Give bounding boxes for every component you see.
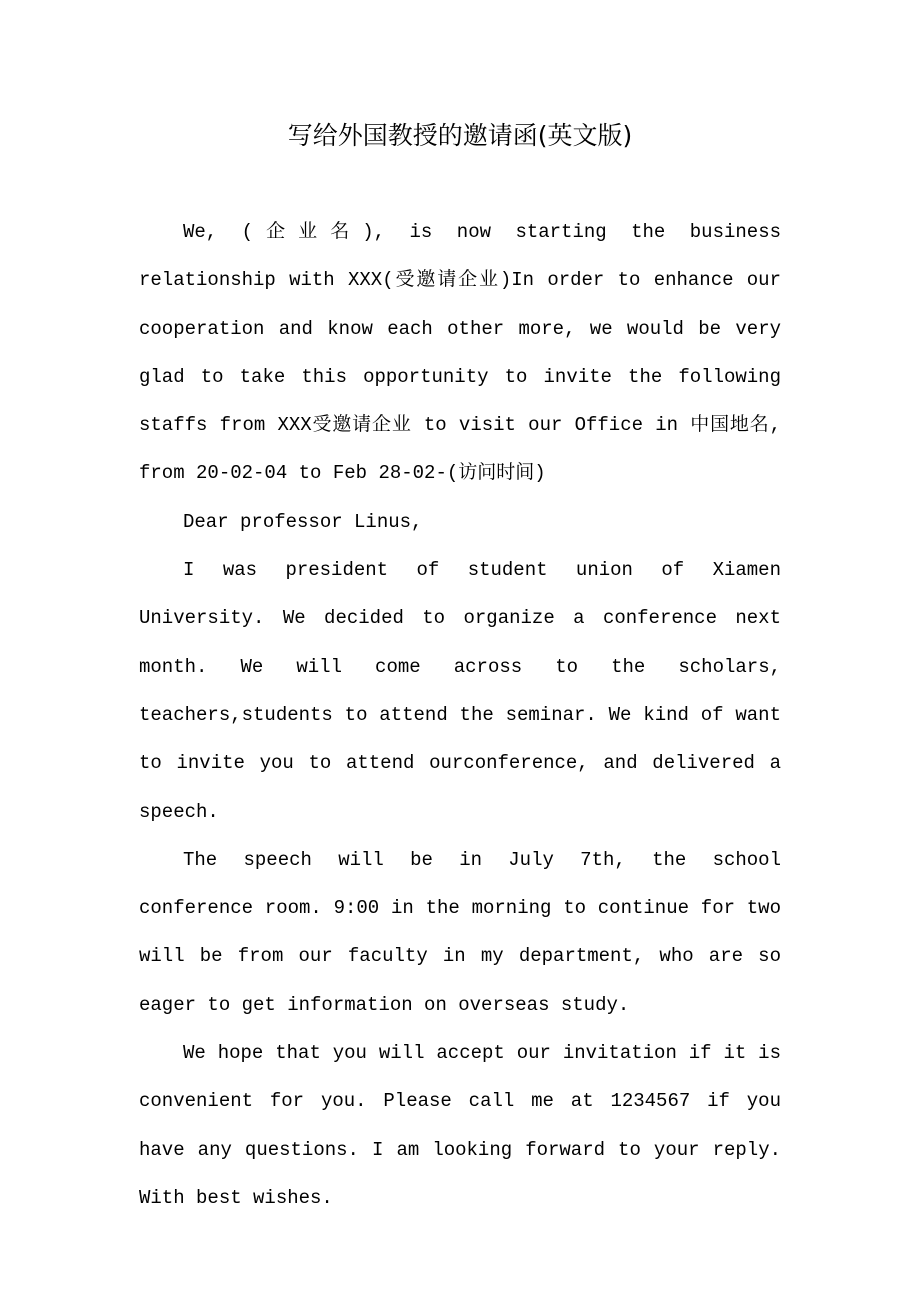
- paragraph-closing: We hope that you will accept our invitation if it is convenient for you. Please call me at 1234567 if you have any questions. I am looking forward to your reply. With best wishes.: [139, 1042, 781, 1209]
- paragraph-speech-details: The speech will be in July 7th, the school conference room. 9:00 in the morning to continue for two will be from our faculty in my department, who are so eager to get information on overseas study.: [139, 848, 781, 1016]
- document-body: [139, 208, 781, 1222]
- paragraph-salutation: Dear professor Linus,: [183, 510, 423, 533]
- document-title: 写给外国教授的邀请函(英文版): [287, 121, 633, 150]
- paragraph-invitation-intro: We, (企业名), is now starting the business relationship with XXX(受邀请企业)In order to enhance our cooperation and know each other more, we would be very glad to take this opportunity to invite the following staffs from XXX受邀请企业 to visit our Office in 中国地名, from 20-02-04 to Feb 28-02-(访问时间): [139, 221, 781, 485]
- paragraph-conference: I was president of student union of Xiamen University. We decided to organize a conference next month. We will come across to the scholars, teachers,students to attend the seminar. We kind of want to invite you to attend ourconference, and delivered a speech.: [139, 559, 781, 823]
